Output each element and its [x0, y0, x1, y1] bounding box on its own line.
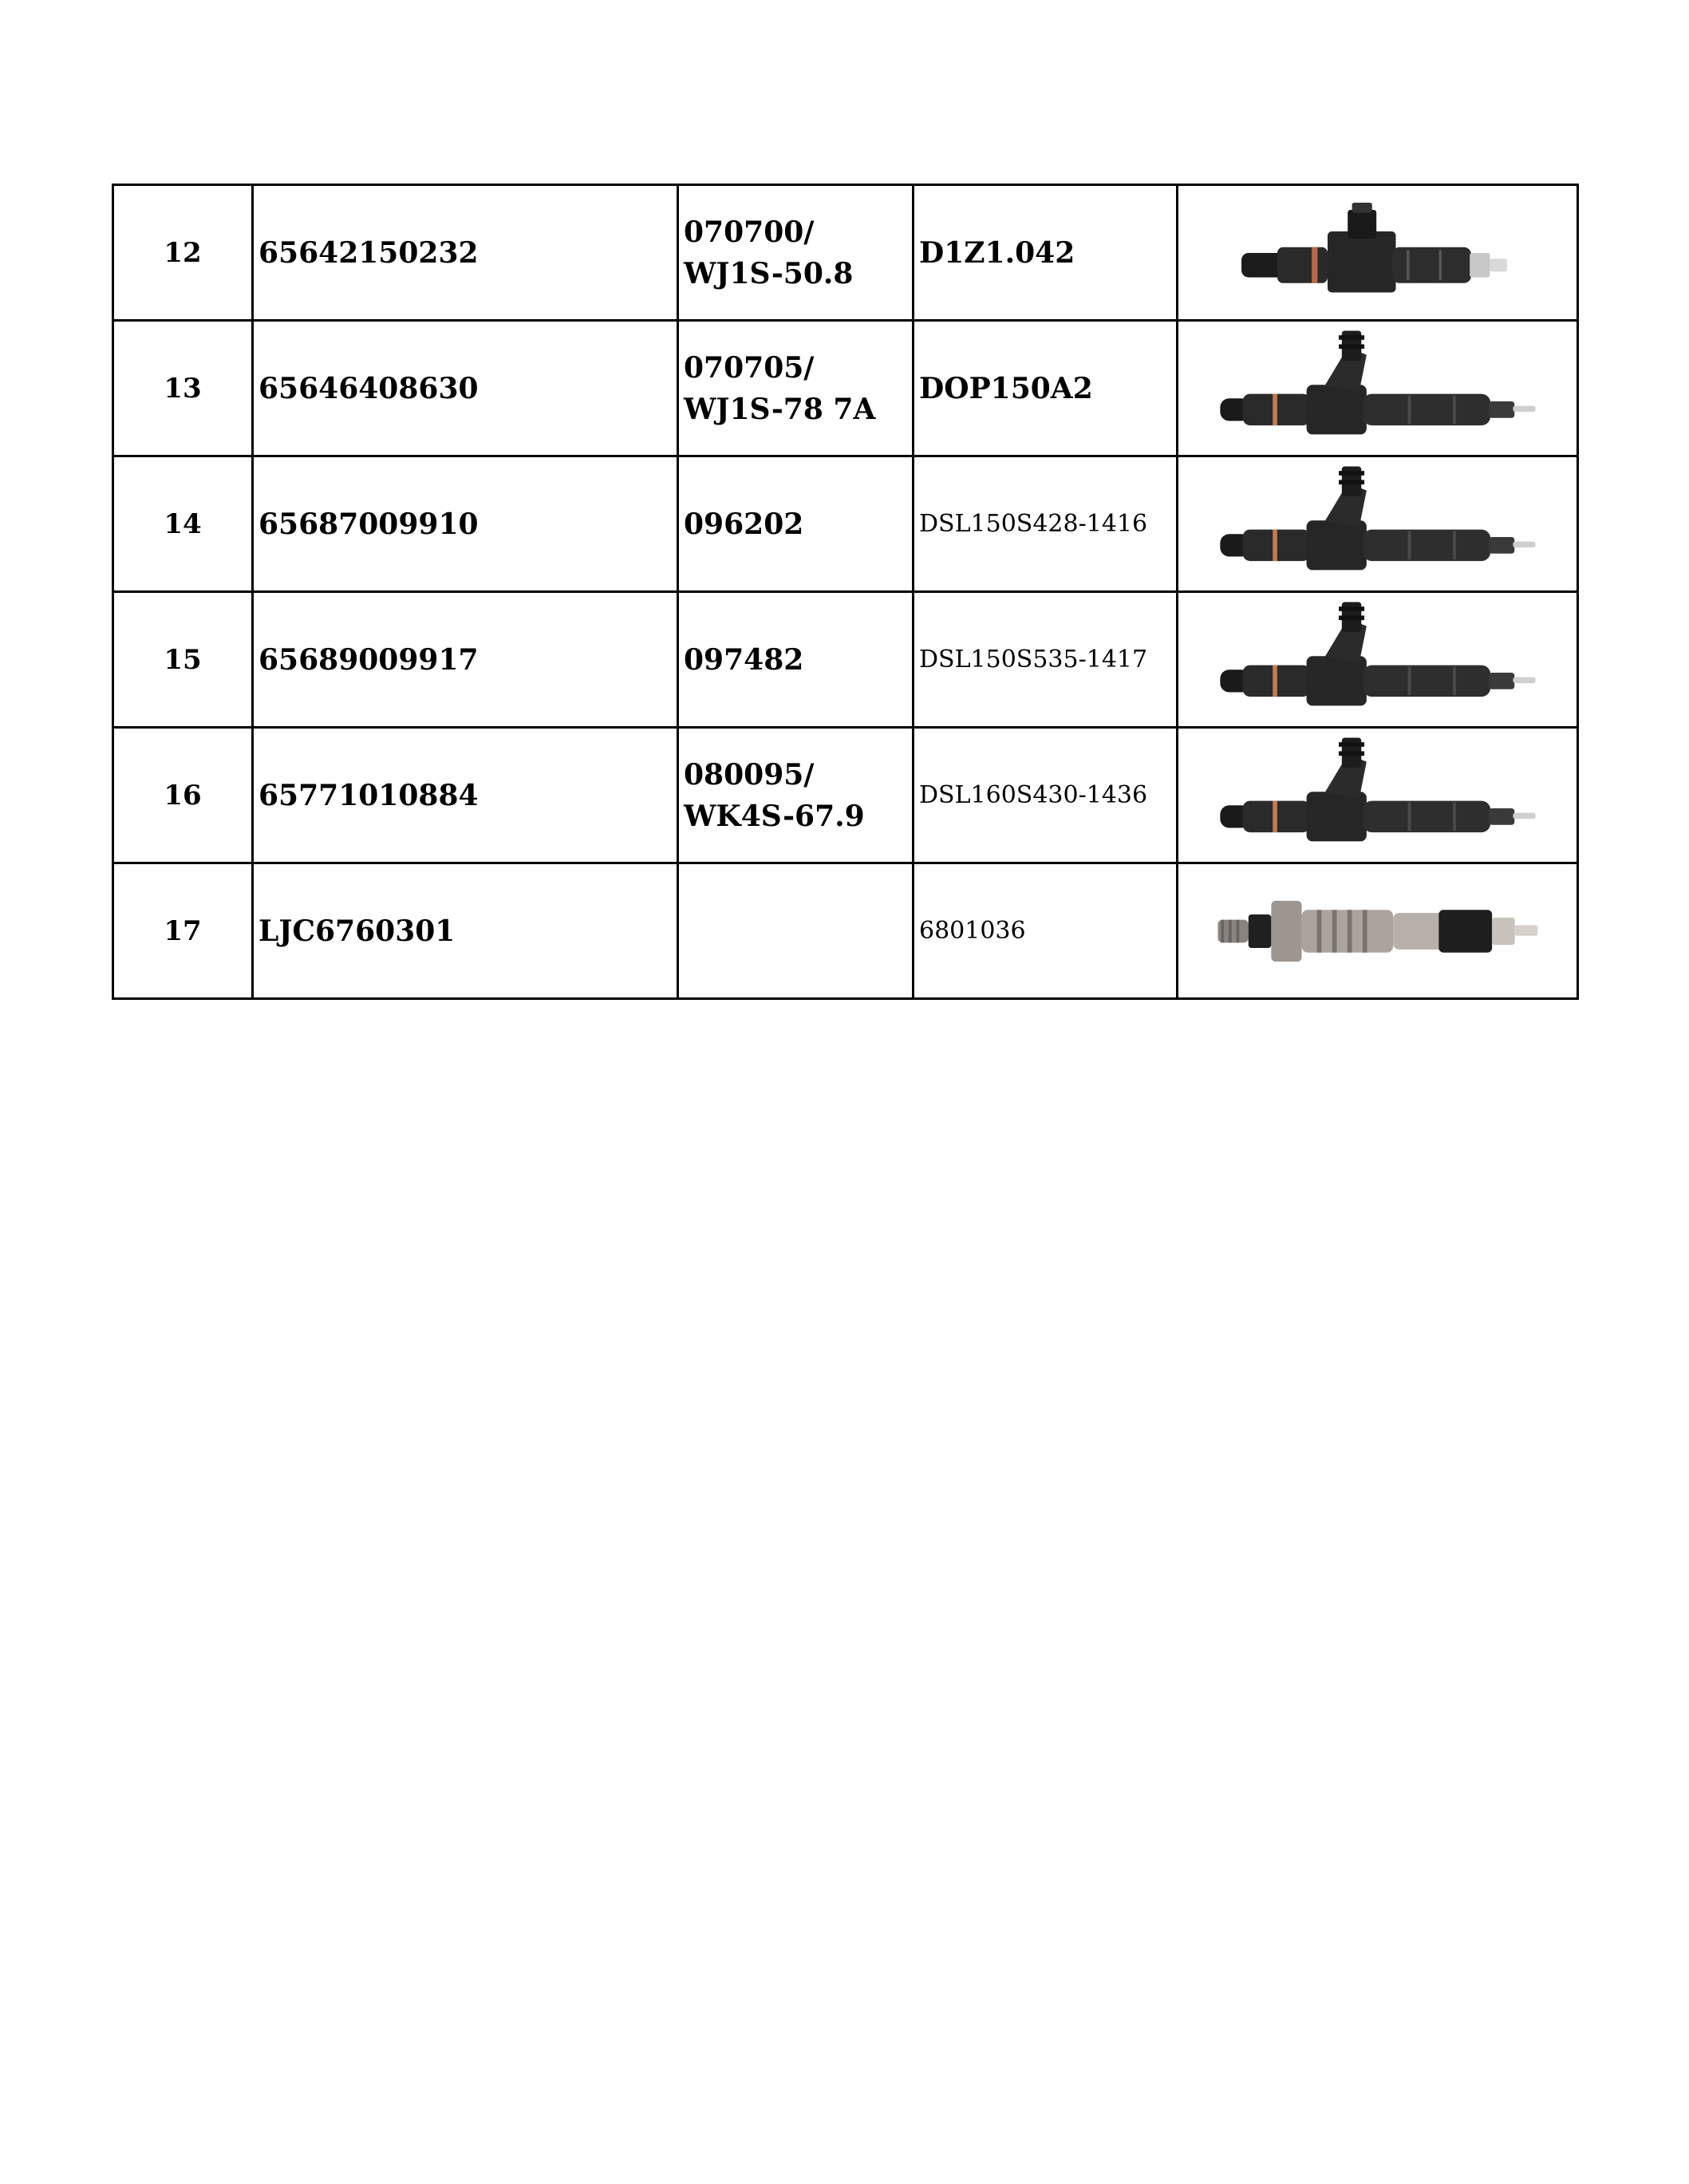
code-cell: [678, 185, 914, 321]
row-number: 13: [113, 321, 253, 456]
table-row: [113, 728, 1578, 863]
code-line-2: WK4S-67.9: [684, 799, 865, 833]
parts-table-body: [113, 185, 1578, 999]
reference-number: DOP150A2: [914, 321, 1178, 456]
product-image-cell: [1178, 185, 1578, 321]
table-row: [113, 321, 1578, 456]
code-cell: [678, 592, 914, 728]
code-line-1: 080095/: [684, 757, 815, 792]
row-number: 15: [113, 592, 253, 728]
code-line-2: WJ1S-78 7A: [684, 392, 876, 426]
code-cell: [678, 728, 914, 863]
part-number: 65689009917: [253, 592, 678, 728]
injector-icon: [1202, 460, 1553, 588]
part-number: 65771010884: [253, 728, 678, 863]
injector-icon: [1202, 596, 1553, 724]
reference-number: D1Z1.042: [914, 185, 1178, 321]
table-row: [113, 185, 1578, 321]
part-number: 65646408630: [253, 321, 678, 456]
reference-number: DSL150S535-1417: [914, 592, 1178, 728]
part-number: LJC6760301: [253, 863, 678, 999]
parts-table: [112, 184, 1579, 1000]
product-image-cell: [1178, 456, 1578, 592]
code-line-1: 070700/: [684, 215, 815, 249]
code-cell: [678, 863, 914, 999]
table-row: [113, 456, 1578, 592]
code-line-1: 070705/: [684, 350, 815, 385]
code-cell: [678, 321, 914, 456]
product-image-cell: [1178, 592, 1578, 728]
row-number: 17: [113, 863, 253, 999]
row-number: 14: [113, 456, 253, 592]
part-number: 65642150232: [253, 185, 678, 321]
part-number: 65687009910: [253, 456, 678, 592]
reference-number: DSL150S428-1416: [914, 456, 1178, 592]
code-line-1: 096202: [684, 507, 804, 541]
code-line-2: WJ1S-50.8: [684, 256, 854, 290]
reference-number: 6801036: [914, 863, 1178, 999]
product-image-cell: [1178, 863, 1578, 999]
row-number: 16: [113, 728, 253, 863]
product-image-cell: [1178, 321, 1578, 456]
table-row: [113, 863, 1578, 999]
product-image-cell: [1178, 728, 1578, 863]
code-line-1: 097482: [684, 642, 804, 677]
injector-icon: [1202, 732, 1553, 859]
injector-icon: [1202, 325, 1553, 452]
injector-icon: [1226, 203, 1529, 303]
table-row: [113, 592, 1578, 728]
code-cell: [678, 456, 914, 592]
reference-number: DSL160S430-1436: [914, 728, 1178, 863]
nozzle-icon: [1210, 878, 1545, 985]
row-number: 12: [113, 185, 253, 321]
